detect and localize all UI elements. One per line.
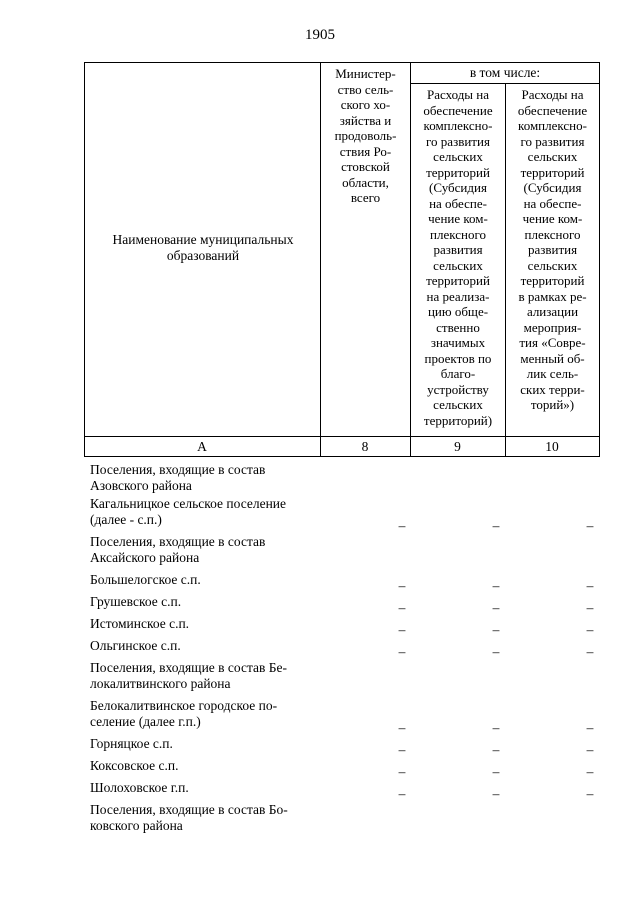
row-name: Горняцкое с.п. — [90, 736, 173, 751]
table-row — [90, 534, 600, 572]
row-value-8: – — [398, 518, 406, 533]
row-value-10: – — [586, 644, 594, 659]
header-ministry-total: Министер- ство сель- ского хо- зяйства и продоволь- ствия Ро- стовской области, всего — [334, 66, 397, 205]
table-row — [90, 462, 600, 496]
page-number: 1905 — [305, 27, 335, 43]
row-value-9: – — [492, 786, 500, 801]
row-value-8: – — [398, 764, 406, 779]
row-value-10: – — [586, 622, 594, 637]
row-value-8: – — [398, 742, 406, 757]
row-name: Большелогское с.п. — [90, 572, 201, 587]
table-row — [90, 802, 600, 840]
table-row — [90, 698, 600, 736]
row-value-9: – — [492, 742, 500, 757]
table-row — [90, 736, 600, 758]
row-value-8: – — [398, 600, 406, 615]
table-row — [90, 758, 600, 780]
row-value-8: – — [398, 786, 406, 801]
row-value-10: – — [586, 764, 594, 779]
index-10: 10 — [545, 439, 559, 454]
row-value-10: – — [586, 742, 594, 757]
row-value-10: – — [586, 578, 594, 593]
table-row — [90, 572, 600, 594]
table-row — [90, 616, 600, 638]
row-value-8: – — [398, 644, 406, 659]
table-row — [90, 660, 600, 698]
row-value-10: – — [586, 720, 594, 735]
header-col-9: Расходы на обеспечение комплексно- го развития сельских территорий (Субсидия на обеспе- чение ком- плексного развития сельских территорий на реализа- цию обще- ственно значимых проектов по благо- устройству сельских территорий) — [423, 87, 493, 428]
table-row — [90, 496, 600, 534]
index-8: 8 — [361, 439, 369, 454]
row-name: Шолоховское г.п. — [90, 780, 189, 795]
row-value-10: – — [586, 600, 594, 615]
row-name: Истоминское с.п. — [90, 616, 190, 631]
header-including: в том числе: — [469, 65, 541, 80]
index-a: А — [197, 439, 207, 454]
row-value-9: – — [492, 720, 500, 735]
index-9: 9 — [454, 439, 461, 454]
row-value-8: – — [398, 578, 406, 593]
table-row — [90, 594, 600, 616]
row-name: Кагальницкое сельское поселение (далее - с.п.) — [90, 496, 287, 527]
row-name: Белокалитвинское городское по- селение (далее г.п.) — [90, 698, 278, 729]
table-header — [84, 62, 600, 457]
row-name: Поселения, входящие в состав Аксайского района — [90, 534, 266, 565]
row-value-9: – — [492, 764, 500, 779]
row-value-9: – — [492, 600, 500, 615]
row-name: Поселения, входящие в состав Бо- ковского района — [90, 802, 288, 833]
row-name: Поселения, входящие в состав Бе- локалитвинского района — [90, 660, 288, 691]
row-name: Коксовское с.п. — [90, 758, 179, 773]
row-value-10: – — [586, 518, 594, 533]
row-value-10: – — [586, 786, 594, 801]
row-value-9: – — [492, 622, 500, 637]
row-value-8: – — [398, 622, 406, 637]
row-value-9: – — [492, 518, 500, 533]
header-municipality-name: Наименование муниципальных образований — [112, 232, 294, 263]
row-name: Ольгинское с.п. — [90, 638, 181, 653]
row-value-9: – — [492, 578, 500, 593]
row-value-9: – — [492, 644, 500, 659]
row-name: Поселения, входящие в состав Азовского района — [90, 462, 266, 493]
table-row — [90, 780, 600, 802]
table-body — [90, 462, 600, 840]
header-col-10: Расходы на обеспечение комплексно- го развития сельских территорий (Субсидия на обеспе- чение ком- плексного развития сельских территорий в рамках ре- ализации мероприя- тия «Совре- менный об- лик сель- ских терри- торий») — [517, 87, 588, 412]
table-row — [90, 638, 600, 660]
row-value-8: – — [398, 720, 406, 735]
row-name: Грушевское с.п. — [90, 594, 182, 609]
